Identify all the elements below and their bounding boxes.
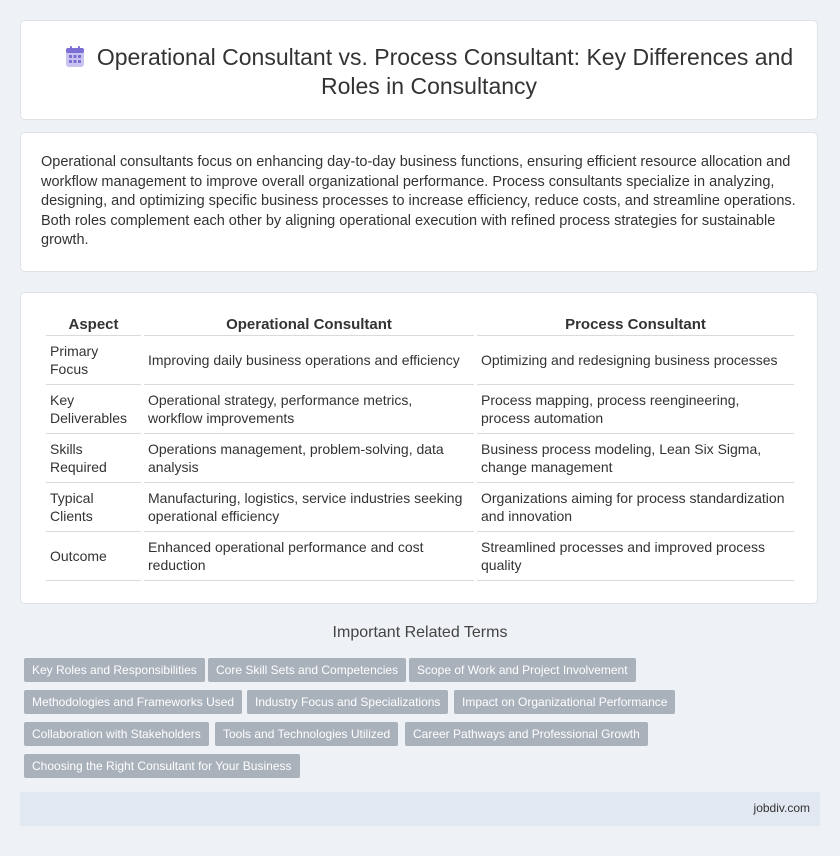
table-row	[46, 336, 794, 385]
comparison-table	[43, 313, 797, 581]
header-process: Process Consultant	[477, 313, 794, 336]
table-row	[46, 434, 794, 483]
header-aspect: Aspect	[46, 313, 141, 336]
row-operational: Operational strategy, performance metrics, workflow improvements	[144, 385, 474, 434]
header-card	[20, 20, 818, 120]
row-operational: Improving daily business operations and efficiency	[144, 336, 474, 385]
related-term-tag[interactable]: Tools and Technologies Utilized	[215, 722, 398, 746]
row-aspect: Outcome	[46, 532, 141, 581]
row-aspect: Primary Focus	[46, 336, 141, 385]
row-aspect: Skills Required	[46, 434, 141, 483]
page-title: Operational Consultant vs. Process Consultant: Key Differences and Roles in Consultancy	[96, 44, 794, 99]
related-term-tag[interactable]: Key Roles and Responsibilities	[24, 658, 205, 682]
related-term-tag[interactable]: Impact on Organizational Performance	[454, 690, 675, 714]
row-operational: Operations management, problem-solving, data analysis	[144, 434, 474, 483]
page-title-wrap	[61, 43, 797, 101]
table-row	[46, 532, 794, 581]
row-process: Business process modeling, Lean Six Sigma, change management	[477, 434, 794, 483]
row-aspect: Key Deliverables	[46, 385, 141, 434]
related-term-tag[interactable]: Choosing the Right Consultant for Your Business	[24, 754, 300, 778]
related-term-tag[interactable]: Industry Focus and Specializations	[247, 690, 448, 714]
table-header-row	[46, 313, 794, 336]
footer-site[interactable]: jobdiv.com	[753, 801, 810, 815]
row-operational: Enhanced operational performance and cost reduction	[144, 532, 474, 581]
related-term-tag[interactable]: Career Pathways and Professional Growth	[405, 722, 648, 746]
header-operational: Operational Consultant	[144, 313, 474, 336]
row-operational: Manufacturing, logistics, service industries seeking operational efficiency	[144, 483, 474, 532]
footer	[20, 792, 820, 826]
related-term-tag[interactable]: Methodologies and Frameworks Used	[24, 690, 242, 714]
related-term-tag[interactable]: Collaboration with Stakeholders	[24, 722, 209, 746]
intro-paragraph: Operational consultants focus on enhancing day-to-day business functions, ensuring efficient resource allocation and workflow management to improve overall organizational performance. Process consultants specialize in analyzing, designing, and optimizing specific business processes to increase efficiency, reduce costs, and streamline operations. Both roles complement each other by aligning operational execution with refined process strategies for sustainable growth.	[41, 154, 796, 248]
intro-card	[20, 132, 818, 272]
row-aspect: Typical Clients	[46, 483, 141, 532]
table-row	[46, 385, 794, 434]
document-grid-icon	[65, 46, 85, 68]
related-terms-title: Important Related Terms	[332, 624, 508, 641]
row-process: Streamlined processes and improved process quality	[477, 532, 794, 581]
comparison-card	[20, 292, 818, 604]
table-row	[46, 483, 794, 532]
row-process: Organizations aiming for process standardization and innovation	[477, 483, 794, 532]
related-term-tag[interactable]: Scope of Work and Project Involvement	[409, 658, 636, 682]
row-process: Optimizing and redesigning business processes	[477, 336, 794, 385]
related-term-tag[interactable]: Core Skill Sets and Competencies	[208, 658, 406, 682]
row-process: Process mapping, process reengineering, process automation	[477, 385, 794, 434]
